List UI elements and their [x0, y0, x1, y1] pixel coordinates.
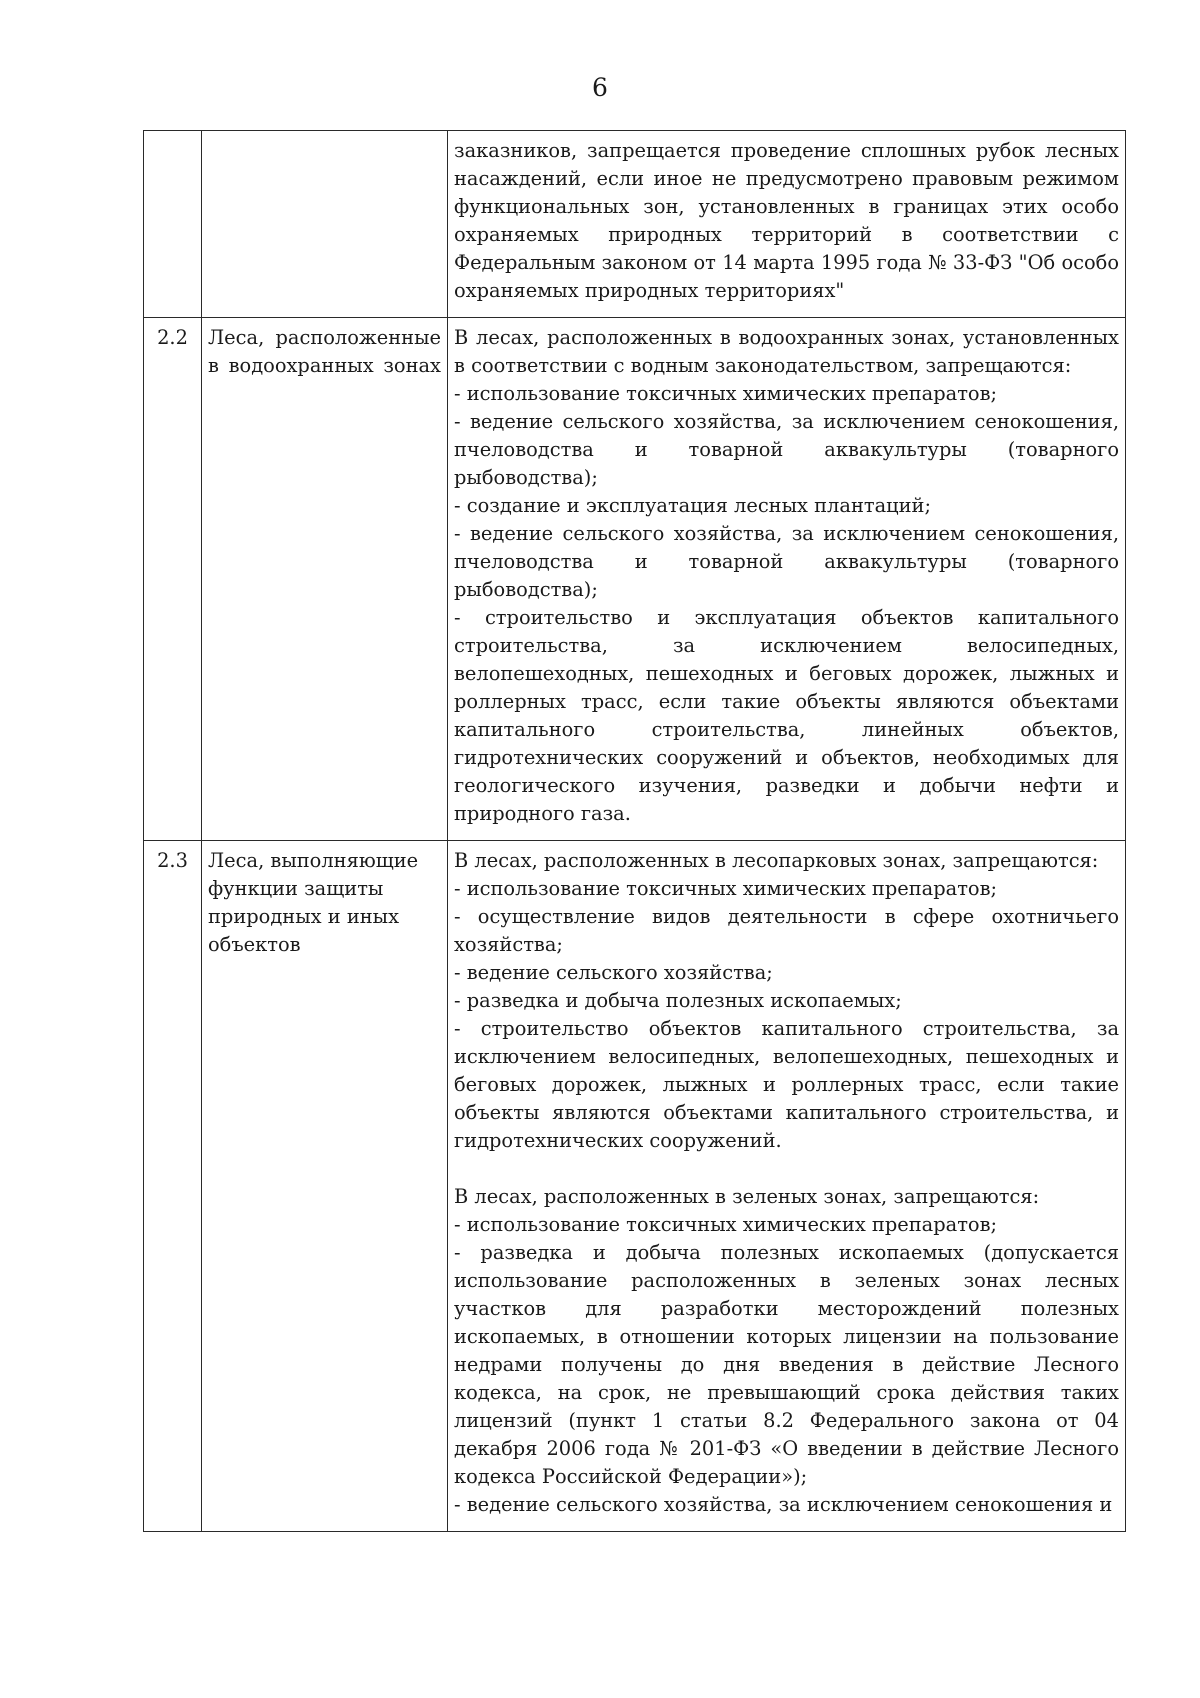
- list-item: - строительство и эксплуатация объектов капитального строительства, за исключением велосипедных, велопешеходных, пешеходных и беговых дорожек, лыжных и роллерных трасс, если такие объекты являются объектами капитального строительства, линейных объектов, гидротехнических сооружений и объектов, необходимых для геологического изучения, разведки и добычи нефти и природного газа.: [454, 606, 1119, 825]
- list-item: - использование токсичных химических препаратов;: [454, 877, 998, 900]
- row-number-cell: 2.3: [144, 841, 202, 1532]
- row-text-cell: [448, 318, 1126, 841]
- table-row: [144, 318, 1126, 841]
- list-item: - разведка и добыча полезных ископаемых;: [454, 989, 902, 1012]
- list-item: - разведка и добыча полезных ископаемых (допускается использование расположенных в зеленых зонах лесных участков для разработки месторождений полезных ископаемых, в отношении которых лицензии на пользование недрами получены до дня введения в действие Лесного кодекса, на срок, не превышающий срока действия таких лицензий (пункт 1 статьи 8.2 Федерального закона от 04 декабря 2006 года № 201-ФЗ «О введении в действие Лесного кодекса Российской Федерации»);: [454, 1241, 1119, 1488]
- paragraph: В лесах, расположенных в водоохранных зонах, установленных в соответствии с водным законодательством, запрещаются:: [454, 326, 1119, 377]
- row-name-line: объектов: [208, 933, 301, 956]
- list-item: - ведение сельского хозяйства, за исключением сенокошения, пчеловодства и товарной аквакультуры (товарного рыбоводства);: [454, 522, 1119, 601]
- row-name-line: Леса, выполняющие: [208, 849, 419, 872]
- list-item: - ведение сельского хозяйства;: [454, 961, 773, 984]
- row-name-cell: [202, 131, 448, 318]
- row-name-cell: [202, 841, 448, 1532]
- table-row: [144, 131, 1126, 318]
- row-number-cell: 2.2: [144, 318, 202, 841]
- list-item: - создание и эксплуатация лесных плантаций;: [454, 494, 932, 517]
- paragraph: В лесах, расположенных в лесопарковых зонах, запрещаются:: [454, 849, 1099, 872]
- row-name-line: Леса, расположенные: [208, 326, 441, 349]
- row-name-line: функции защиты: [208, 877, 384, 900]
- table-row: [144, 841, 1126, 1532]
- paragraph: В лесах, расположенных в зеленых зонах, запрещаются:: [454, 1185, 1040, 1208]
- list-item: - осуществление видов деятельности в сфере охотничьего хозяйства;: [454, 905, 1119, 956]
- list-item: - использование токсичных химических препаратов;: [454, 1213, 998, 1236]
- row-name-line: природных и иных: [208, 905, 400, 928]
- row-name-cell: [202, 318, 448, 841]
- row-text-cell: [448, 131, 1126, 318]
- row-text-cell: [448, 841, 1126, 1532]
- list-item: - строительство объектов капитального строительства, за исключением велосипедных, велопешеходных, пешеходных и беговых дорожек, лыжных и роллерных трасс, если такие объекты являются объектами капитального строительства, и гидротехнических сооружений.: [454, 1017, 1119, 1152]
- list-item: - ведение сельского хозяйства, за исключением сенокошения, пчеловодства и товарной аквакультуры (товарного рыбоводства);: [454, 410, 1119, 489]
- list-item: - использование токсичных химических препаратов;: [454, 382, 998, 405]
- paragraph: заказников, запрещается проведение сплошных рубок лесных насаждений, если иное не предусмотрено правовым режимом функциональных зон, установленных в границах этих особо охраняемых природных территорий в соответствии с Федеральным законом от 14 марта 1995 года № 33-ФЗ "Об особо охраняемых природных территориях": [454, 139, 1119, 302]
- restrictions-table: [143, 130, 1126, 1532]
- row-number-cell: [144, 131, 202, 318]
- page-number: 6: [592, 73, 608, 102]
- list-item: - ведение сельского хозяйства, за исключением сенокошения и: [454, 1493, 1113, 1516]
- row-name-line: в водоохранных зонах: [208, 354, 441, 377]
